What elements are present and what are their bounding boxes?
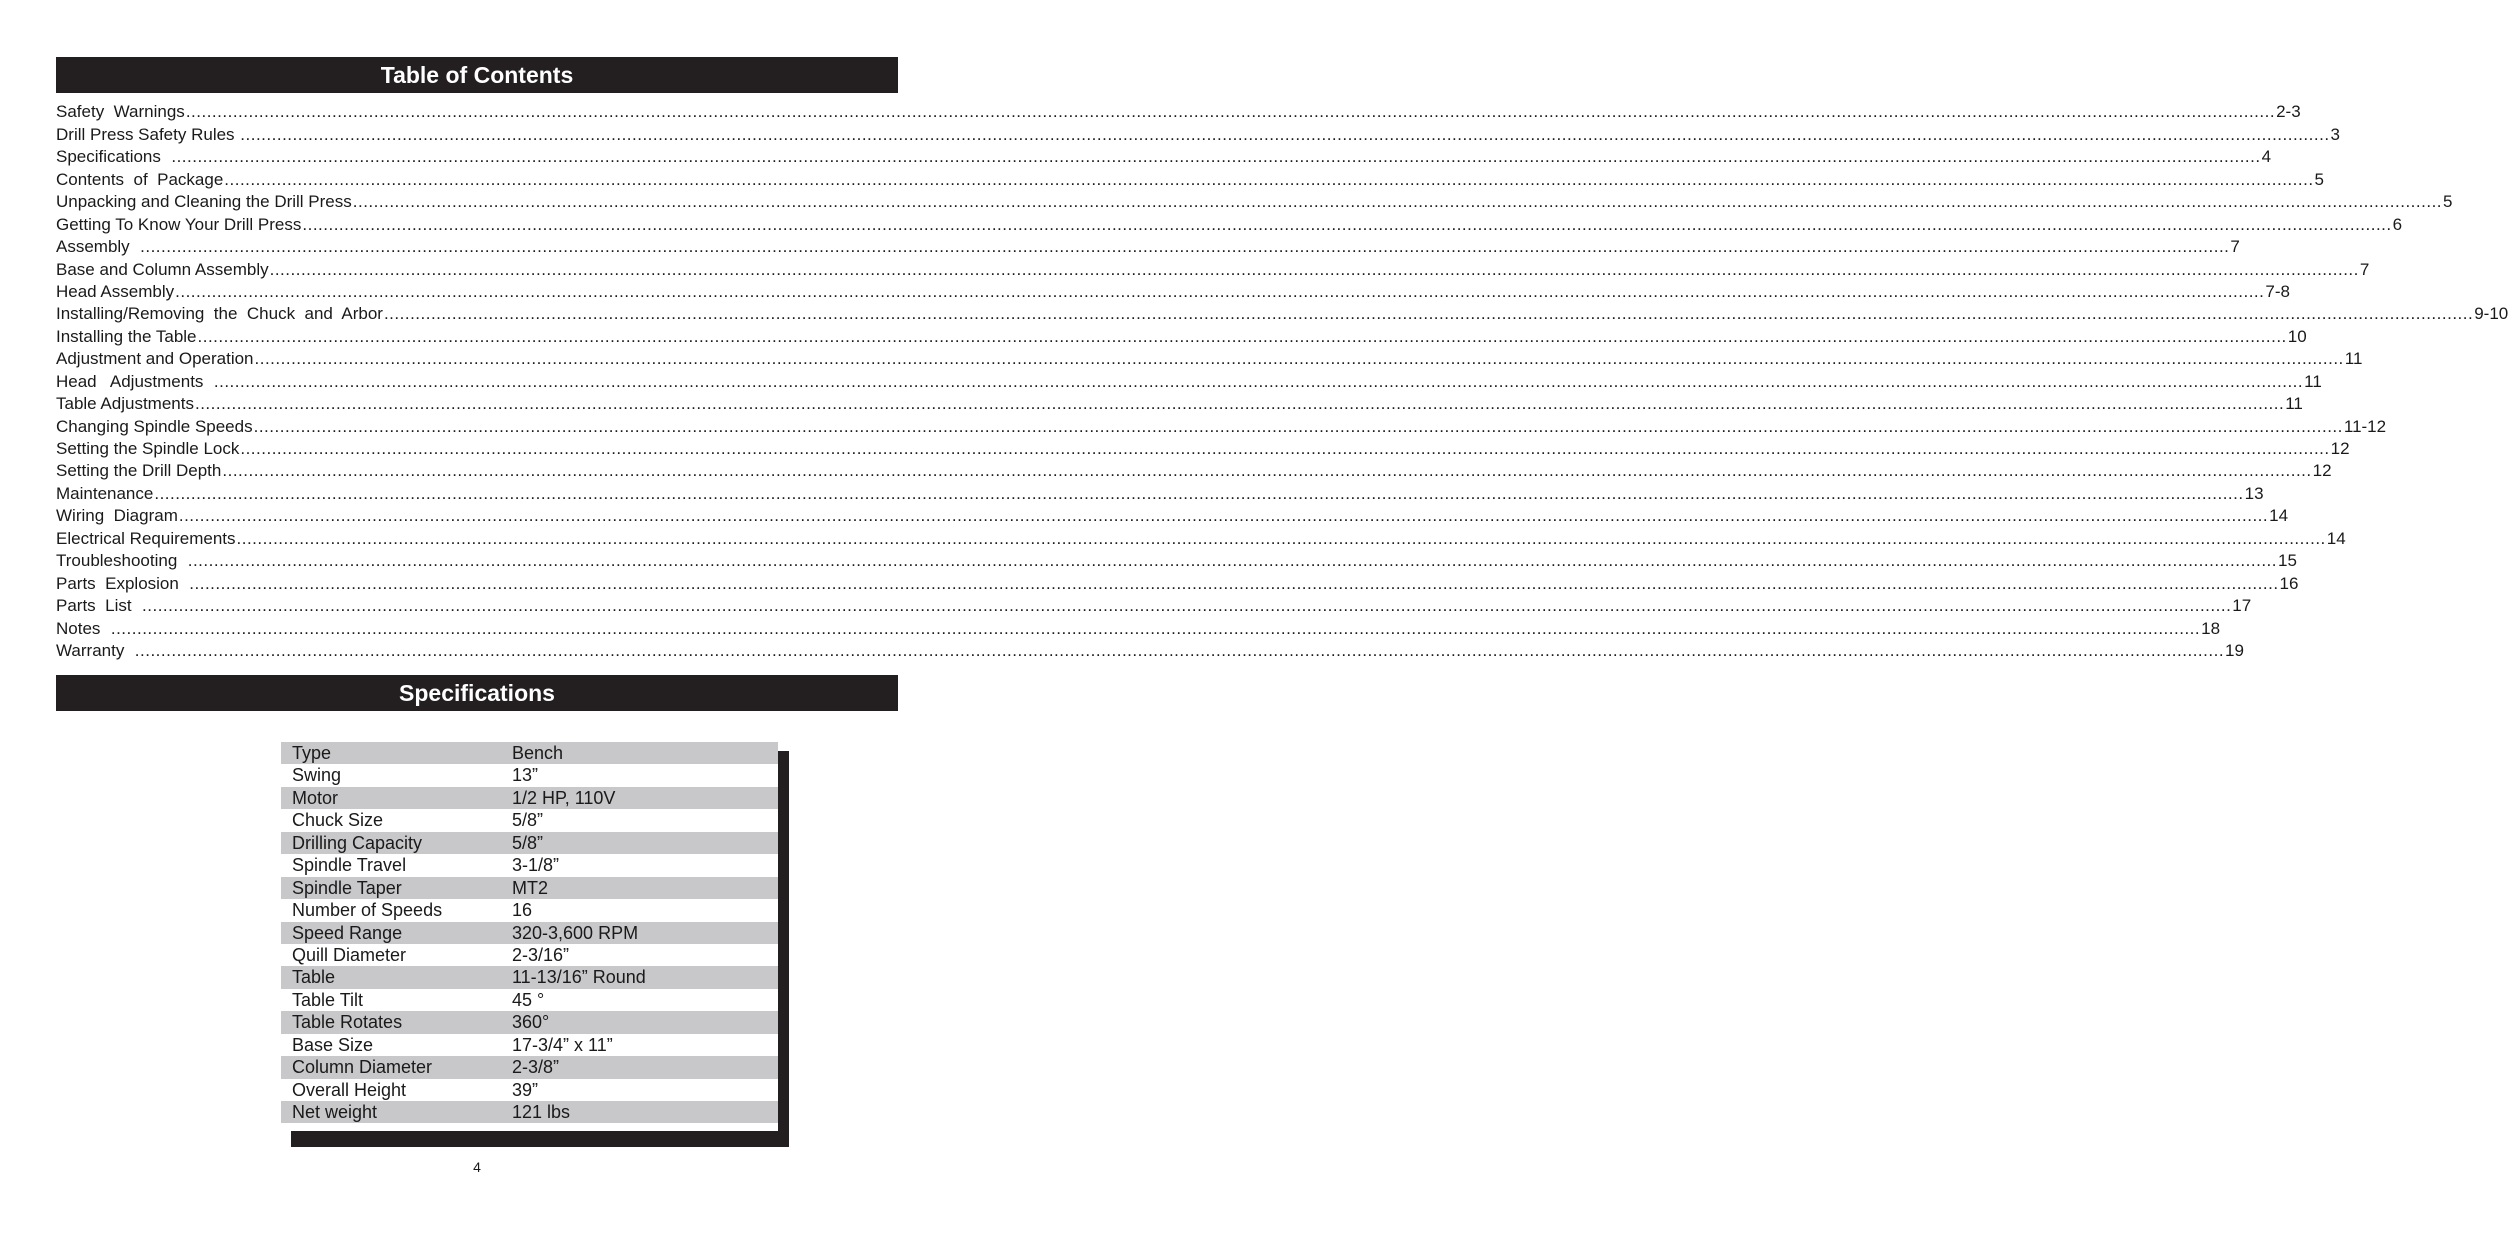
spec-label: Overall Height bbox=[292, 1079, 407, 1100]
toc-leader-dots: ................................................................................................................................................................................................................................................................................................................................................................................................................ bbox=[110, 618, 2201, 638]
spec-row bbox=[281, 1079, 778, 1101]
spec-row bbox=[281, 832, 778, 854]
toc-entry-page: 7 bbox=[2230, 237, 2240, 257]
toc-entry-title: Contents of Package bbox=[56, 169, 224, 189]
toc-entry-title: Warranty bbox=[56, 640, 134, 660]
toc-entry-page: 12 bbox=[2312, 461, 2332, 481]
toc-entry-page: 14 bbox=[2326, 528, 2346, 548]
toc-entry bbox=[56, 616, 2221, 638]
spec-value: 11-13/16” Round bbox=[512, 967, 646, 988]
toc-leader-dots: ................................................................................................................................................................................................................................................................................................................................................................................................................ bbox=[222, 461, 2312, 481]
spec-label: Swing bbox=[292, 765, 342, 786]
toc-leader-dots: ................................................................................................................................................................................................................................................................................................................................................................................................................ bbox=[253, 416, 2343, 436]
spec-row bbox=[281, 899, 778, 921]
toc-entry-page: 2-3 bbox=[2276, 102, 2301, 122]
spec-label: Column Diameter bbox=[292, 1057, 433, 1078]
spec-value: 3-1/8” bbox=[512, 855, 560, 876]
toc-entry-page: 3 bbox=[2330, 124, 2341, 144]
toc-heading: Table of Contents bbox=[56, 57, 898, 93]
spec-row bbox=[281, 742, 778, 764]
spec-value: 16 bbox=[512, 900, 533, 921]
toc-entry bbox=[56, 526, 2346, 548]
spec-label: Drilling Capacity bbox=[292, 832, 423, 853]
spec-label: Spindle Travel bbox=[292, 855, 407, 876]
toc-entry-title: Parts List bbox=[56, 596, 142, 616]
spec-value: 45 ° bbox=[512, 989, 545, 1010]
spec-value: 1/2 HP, 110V bbox=[512, 787, 616, 808]
toc-leader-dots: ................................................................................................................................................................................................................................................................................................................................................................................................................ bbox=[171, 147, 2261, 167]
toc-entry-page: 12 bbox=[2330, 439, 2350, 458]
toc-leader-dots: ................................................................................................................................................................................................................................................................................................................................................................................................................ bbox=[185, 102, 2276, 122]
toc-entry-page: 7-8 bbox=[2265, 281, 2290, 301]
toc-entry bbox=[56, 100, 2301, 122]
spec-value: 121 lbs bbox=[512, 1102, 571, 1122]
spec-label: Motor bbox=[292, 787, 339, 808]
spec-row bbox=[281, 854, 778, 876]
toc-entry-title: Notes bbox=[56, 618, 110, 638]
spec-value: Bench bbox=[512, 743, 564, 763]
specifications-table-frame bbox=[281, 737, 789, 1147]
toc-entry-page: 16 bbox=[2279, 573, 2299, 593]
toc-entry-page: 18 bbox=[2201, 618, 2221, 638]
spec-value: 13” bbox=[512, 765, 539, 786]
spec-label: Quill Diameter bbox=[292, 944, 407, 965]
toc-entry-title: Setting the Spindle Lock bbox=[56, 439, 240, 458]
toc-leader-dots: ................................................................................................................................................................................................................................................................................................................................................................................................................ bbox=[134, 640, 2225, 660]
toc-entry-page: 6 bbox=[2392, 214, 2403, 234]
spec-value: MT2 bbox=[512, 877, 548, 898]
toc-leader-dots: ................................................................................................................................................................................................................................................................................................................................................................................................................ bbox=[142, 596, 2232, 616]
spec-label: Table bbox=[292, 967, 336, 988]
toc-entry-page: 4 bbox=[2261, 147, 2272, 167]
toc-leader-dots: ................................................................................................................................................................................................................................................................................................................................................................................................................ bbox=[175, 281, 2265, 301]
toc-entry bbox=[56, 459, 2332, 481]
toc-leader-dots: ................................................................................................................................................................................................................................................................................................................................................................................................................ bbox=[352, 192, 2443, 212]
toc-entry-title: Adjustment and Operation bbox=[56, 349, 254, 369]
spec-row bbox=[281, 944, 778, 966]
toc-entry bbox=[56, 481, 2264, 503]
toc-leader-dots: ................................................................................................................................................................................................................................................................................................................................................................................................................ bbox=[189, 573, 2279, 593]
spec-label: Base Size bbox=[292, 1034, 374, 1055]
spec-label: Type bbox=[292, 743, 332, 763]
spec-row bbox=[281, 966, 778, 988]
toc-entry-page: 13 bbox=[2244, 483, 2264, 503]
toc-leader-dots: ................................................................................................................................................................................................................................................................................................................................................................................................................ bbox=[240, 439, 2330, 458]
toc-entry bbox=[56, 167, 2325, 189]
toc-entry-title: Wiring Diagram bbox=[56, 506, 178, 526]
toc-entry-page: 11 bbox=[2285, 394, 2303, 414]
spec-value: 17-3/4” x 11” bbox=[512, 1034, 613, 1055]
toc-entry-title: Specifications bbox=[56, 147, 171, 167]
toc-entry-title: Maintenance bbox=[56, 483, 154, 503]
toc-entry-page: 9-10 bbox=[2474, 304, 2508, 324]
toc-entry-title: Safety Warnings bbox=[56, 102, 185, 122]
toc-entry-page: 15 bbox=[2278, 551, 2297, 571]
toc-leader-dots: ................................................................................................................................................................................................................................................................................................................................................................................................................ bbox=[224, 169, 2314, 189]
toc-entry-title: Troubleshooting bbox=[56, 551, 187, 571]
toc-entry bbox=[56, 414, 2387, 436]
toc-entry-page: 5 bbox=[2443, 192, 2453, 212]
spec-row bbox=[281, 1101, 778, 1123]
toc-leader-dots: ................................................................................................................................................................................................................................................................................................................................................................................................................ bbox=[383, 304, 2474, 324]
toc-entry-title: Drill Press Safety Rules bbox=[56, 124, 240, 144]
toc-entry-page: 19 bbox=[2225, 640, 2244, 660]
toc-entry-page: 17 bbox=[2232, 596, 2252, 616]
spec-value: 5/8” bbox=[512, 832, 544, 853]
spec-row bbox=[281, 922, 778, 944]
toc-entry-title: Parts Explosion bbox=[56, 573, 189, 593]
toc-entry bbox=[56, 257, 2370, 279]
spec-label: Table Tilt bbox=[292, 989, 364, 1010]
toc-entry bbox=[56, 145, 2272, 167]
toc-entry bbox=[56, 594, 2252, 616]
toc-entry bbox=[56, 347, 2363, 369]
toc-entry bbox=[56, 571, 2299, 593]
spec-value: 320-3,600 RPM bbox=[512, 922, 639, 943]
toc-leader-dots: ................................................................................................................................................................................................................................................................................................................................................................................................................ bbox=[254, 349, 2344, 369]
spec-row bbox=[281, 809, 778, 831]
toc-leader-dots: ................................................................................................................................................................................................................................................................................................................................................................................................................ bbox=[236, 528, 2326, 548]
spec-row bbox=[281, 764, 778, 786]
toc-entry bbox=[56, 504, 2289, 526]
toc-entry bbox=[56, 369, 2322, 391]
toc-entry bbox=[56, 437, 2350, 459]
toc-entry bbox=[56, 190, 2453, 212]
toc-entry-title: Installing/Removing the Chuck and Arbor bbox=[56, 304, 383, 324]
spec-table-bottom bbox=[281, 1123, 778, 1130]
toc-entry-title: Getting To Know Your Drill Press bbox=[56, 214, 302, 234]
toc-entry-title: Electrical Requirements bbox=[56, 528, 236, 548]
spec-value: 39” bbox=[512, 1079, 539, 1100]
toc-entry-page: 14 bbox=[2269, 506, 2289, 526]
spec-row bbox=[281, 989, 778, 1011]
spec-row bbox=[281, 787, 778, 809]
page-number: 4 bbox=[473, 1159, 481, 1175]
toc-entry-page: 5 bbox=[2314, 169, 2325, 189]
toc-leader-dots: ................................................................................................................................................................................................................................................................................................................................................................................................................ bbox=[240, 124, 2330, 144]
spec-label: Net weight bbox=[292, 1102, 378, 1122]
spec-value: 5/8” bbox=[512, 810, 544, 831]
toc-leader-dots: ................................................................................................................................................................................................................................................................................................................................................................................................................ bbox=[140, 237, 2230, 257]
toc-leader-dots: ................................................................................................................................................................................................................................................................................................................................................................................................................ bbox=[187, 551, 2277, 571]
toc-entry bbox=[56, 235, 2240, 257]
toc-leader-dots: ................................................................................................................................................................................................................................................................................................................................................................................................................ bbox=[178, 506, 2269, 526]
spec-row bbox=[281, 1056, 778, 1078]
toc-leader-dots: ................................................................................................................................................................................................................................................................................................................................................................................................................ bbox=[213, 371, 2304, 391]
toc-entry-title: Setting the Drill Depth bbox=[56, 461, 222, 481]
toc-entry-title: Head Adjustments bbox=[56, 371, 213, 391]
spec-row bbox=[281, 877, 778, 899]
toc-entry-title: Base and Column Assembly bbox=[56, 259, 269, 279]
toc-entry bbox=[56, 280, 2290, 302]
toc-entry-title: Installing the Table bbox=[56, 326, 197, 346]
toc-leader-dots: ................................................................................................................................................................................................................................................................................................................................................................................................................ bbox=[302, 214, 2392, 234]
toc-entry-page: 11 bbox=[2304, 371, 2322, 391]
spec-label: Number of Speeds bbox=[292, 900, 443, 921]
toc-entry-page: 11 bbox=[2344, 349, 2363, 369]
spec-value: 2-3/8” bbox=[512, 1057, 560, 1078]
spec-label: Table Rotates bbox=[292, 1012, 403, 1033]
spec-label: Chuck Size bbox=[292, 810, 384, 831]
toc-entry bbox=[56, 302, 2508, 324]
spec-label: Spindle Taper bbox=[292, 877, 402, 898]
toc-leader-dots: ................................................................................................................................................................................................................................................................................................................................................................................................................ bbox=[194, 394, 2285, 414]
spec-value: 360° bbox=[512, 1012, 550, 1033]
toc-entry-title: Changing Spindle Speeds bbox=[56, 416, 253, 436]
toc-entry bbox=[56, 549, 2297, 571]
spec-label: Speed Range bbox=[292, 922, 403, 943]
spec-value: 2-3/16” bbox=[512, 944, 570, 965]
specifications-table bbox=[281, 737, 778, 1131]
toc-entry-title: Head Assembly bbox=[56, 281, 175, 301]
toc-entry bbox=[56, 122, 2341, 144]
toc-leader-dots: ................................................................................................................................................................................................................................................................................................................................................................................................................ bbox=[154, 483, 2244, 503]
toc-entry bbox=[56, 324, 2307, 346]
spec-row bbox=[281, 1034, 778, 1056]
toc-entry bbox=[56, 212, 2403, 234]
toc-entry-page: 7 bbox=[2359, 259, 2370, 279]
toc-entry-page: 10 bbox=[2287, 326, 2307, 346]
toc-leader-dots: ................................................................................................................................................................................................................................................................................................................................................................................................................ bbox=[269, 259, 2359, 279]
table-of-contents bbox=[56, 100, 2508, 661]
toc-entry-title: Table Adjustments bbox=[56, 394, 194, 414]
toc-leader-dots: ................................................................................................................................................................................................................................................................................................................................................................................................................ bbox=[197, 326, 2287, 346]
specifications-heading: Specifications bbox=[56, 675, 898, 711]
toc-entry bbox=[56, 639, 2244, 661]
toc-entry-title: Assembly bbox=[56, 237, 140, 257]
toc-entry-title: Unpacking and Cleaning the Drill Press bbox=[56, 192, 352, 212]
spec-row bbox=[281, 1011, 778, 1033]
toc-entry-page: 11-12 bbox=[2343, 416, 2387, 436]
toc-entry bbox=[56, 392, 2303, 414]
